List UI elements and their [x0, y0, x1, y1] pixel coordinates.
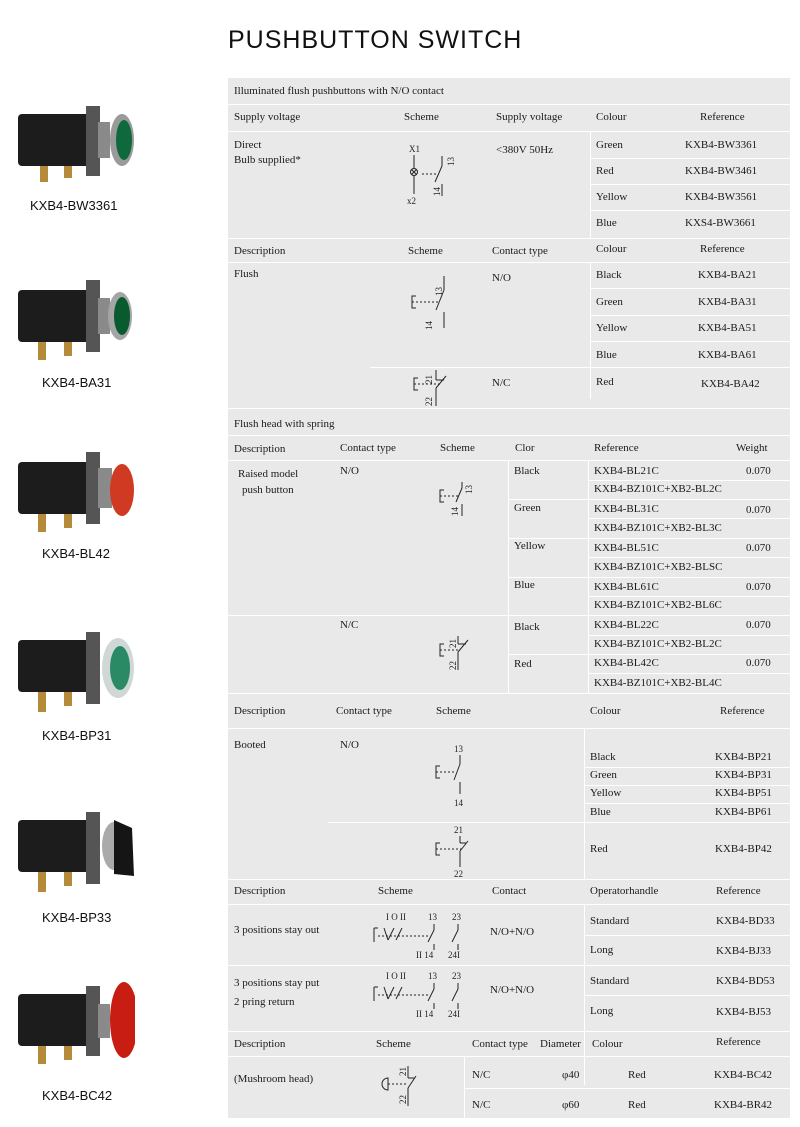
product-image-kxb4-bw3361	[10, 92, 135, 192]
colour-cell: Black	[514, 621, 540, 633]
col-header-contact-type: Contact type	[492, 245, 548, 257]
svg-text:13: 13	[428, 971, 437, 981]
reference-cell: KXB4-BA51	[698, 322, 757, 334]
scheme-selector-switch	[372, 910, 482, 960]
section-title: Illuminated flush pushbuttons with N/O contact	[234, 85, 444, 97]
col-header-contact-type: Contact type	[472, 1038, 528, 1050]
col-header-description: Description	[234, 705, 286, 717]
reference-cell: KXB4-BP31	[715, 769, 772, 781]
operator-cell: Standard	[590, 975, 630, 987]
col-header-operator-handle: Operatorhandle	[590, 885, 659, 897]
col-header-description: Description	[234, 1038, 286, 1050]
reference-cell: KXB4-BJ33	[716, 945, 772, 957]
colour-cell: Black	[514, 465, 540, 477]
product-caption: KXB4-BP33	[42, 910, 112, 925]
button-head-red	[110, 464, 134, 516]
svg-text:23: 23	[452, 971, 461, 981]
reference-cell: KXB4-BZ101C+XB2-BL6C	[594, 599, 722, 611]
svg-text:23: 23	[452, 912, 461, 922]
desc-line: Direct	[234, 139, 262, 151]
product-caption: KXB4-BA31	[42, 375, 112, 390]
svg-text:II 14: II 14	[416, 950, 434, 960]
col-header-scheme: Scheme	[404, 111, 439, 123]
colour-cell: Yellow	[596, 191, 628, 203]
scheme-illuminated-no	[406, 142, 466, 208]
product-image-kxb4-bp31	[10, 622, 135, 722]
svg-text:14: 14	[424, 321, 434, 330]
svg-text:14: 14	[450, 507, 460, 516]
reference-cell: KXB4-BD53	[716, 975, 775, 987]
contact-type-cell: N/C	[472, 1099, 491, 1111]
col-header-reference: Reference	[700, 111, 745, 123]
colour-cell: Red	[514, 658, 532, 670]
reference-cell: KXB4-BD33	[716, 915, 775, 927]
description-line: 2 pring return	[234, 996, 295, 1008]
button-head-green	[116, 120, 132, 160]
reference-cell: KXB4-BZ101C+XB2-BL2C	[594, 638, 722, 650]
reference-cell: KXB4-BL42C	[594, 657, 659, 669]
colour-cell: Green	[590, 769, 617, 781]
product-image-kxb4-bl42	[10, 440, 135, 540]
svg-text:22: 22	[398, 1095, 408, 1104]
col-header-reference: Reference	[594, 442, 639, 454]
colour-cell: Blue	[514, 579, 535, 591]
product-image-kxb4-ba31	[10, 268, 135, 368]
col-header-reference: Reference	[716, 885, 761, 897]
colour-cell: Blue	[596, 217, 617, 229]
reference-cell: KXB4-BZ101C+XB2-BLSC	[594, 561, 723, 573]
description-cell: Booted	[234, 739, 266, 751]
svg-text:21: 21	[398, 1067, 408, 1076]
switch-body	[18, 106, 110, 182]
description-cell: 3 positions stay out	[234, 924, 320, 936]
svg-text:13: 13	[428, 912, 437, 922]
contact-type-cell: N/O	[340, 739, 359, 751]
reference-cell: KXB4-BZ101C+XB2-BL2C	[594, 483, 722, 495]
reference-cell: KXB4-BP42	[715, 843, 772, 855]
col-header-scheme: Scheme	[440, 442, 475, 454]
reference-cell: KXB4-BJ53	[716, 1006, 772, 1018]
reference-cell: KXB4-BP21	[715, 751, 772, 763]
svg-text:24I: 24I	[448, 950, 460, 960]
svg-text:22: 22	[424, 397, 434, 406]
svg-text:13: 13	[464, 485, 474, 494]
product-image-kxb4-bp33	[10, 800, 135, 900]
colour-cell: Red	[628, 1099, 646, 1111]
svg-text:13: 13	[446, 157, 456, 166]
weight-cell: 0.070	[746, 542, 771, 554]
reference-cell: KXB4-BL22C	[594, 619, 659, 631]
svg-text:22: 22	[448, 661, 458, 670]
col-header-weight: Weight	[736, 442, 768, 454]
svg-text:21: 21	[424, 375, 434, 384]
reference-cell: KXB4-BA42	[701, 378, 760, 390]
svg-text:21: 21	[454, 825, 463, 835]
reference-cell: KXB4-BW3561	[685, 191, 758, 203]
col-header-colour: Colour	[590, 705, 621, 717]
colour-cell: Green	[596, 296, 623, 308]
weight-cell: 0.070	[746, 465, 771, 477]
product-caption: KXB4-BW3361	[30, 198, 118, 213]
col-header-supply-voltage: Supply voltage	[496, 111, 563, 123]
reference-cell: KXB4-BA61	[698, 349, 757, 361]
description-line: push button	[242, 484, 294, 496]
colour-cell: Black	[590, 751, 616, 763]
reference-cell: KXB4-BW3461	[685, 165, 758, 177]
svg-text:13: 13	[434, 287, 444, 296]
col-header-reference: Reference	[720, 705, 765, 717]
svg-text:21: 21	[448, 639, 458, 648]
col-header-scheme: Scheme	[408, 245, 443, 257]
reference-cell: KXB4-BP61	[715, 806, 772, 818]
scheme-selector-switch	[372, 969, 482, 1019]
weight-cell: 0.070	[746, 619, 771, 631]
reference-cell: KXB4-BC42	[714, 1069, 773, 1081]
reference-cell: KXB4-BL31C	[594, 503, 659, 515]
col-header-supply: Supply voltage	[234, 111, 301, 123]
description-line: Raised model	[238, 468, 299, 480]
reference-cell: KXB4-BL51C	[594, 542, 659, 554]
scheme-nc-contact	[438, 634, 478, 674]
desc-line: Bulb supplied*	[234, 154, 301, 166]
reference-cell: KXB4-BZ101C+XB2-BL3C	[594, 522, 722, 534]
scheme-nc-contact	[434, 823, 484, 879]
contact-type-cell: N/C	[472, 1069, 491, 1081]
reference-cell: KXB4-BA31	[698, 296, 757, 308]
selector-handle	[114, 820, 134, 876]
svg-text:13: 13	[454, 744, 463, 754]
weight-cell: 0.070	[746, 657, 771, 669]
scheme-mushroom-nc	[378, 1062, 428, 1110]
col-header-contact: Contact	[492, 885, 527, 897]
mushroom-head-red	[110, 982, 135, 1058]
colour-cell: Green	[514, 502, 541, 514]
col-header-colour: Colour	[596, 111, 627, 123]
reference-cell: KXB4-BZ101C+XB2-BL4C	[594, 677, 722, 689]
svg-text:14: 14	[432, 187, 442, 196]
scheme-nc-contact	[412, 368, 472, 408]
svg-text:22: 22	[454, 869, 463, 879]
reference-cell: KXB4-BL21C	[594, 465, 659, 477]
svg-text:II 14: II 14	[416, 1009, 434, 1019]
product-caption: KXB4-BL42	[42, 546, 110, 561]
operator-cell: Long	[590, 1005, 614, 1017]
button-head-green	[110, 646, 130, 690]
contact-type-cell: N/C	[340, 619, 359, 631]
colour-cell: Yellow	[596, 322, 628, 334]
description-cell: Flush	[234, 268, 259, 280]
section-title: Flush head with spring	[234, 418, 335, 430]
product-caption: KXB4-BC42	[42, 1088, 113, 1103]
colour-cell: Blue	[596, 349, 617, 361]
svg-text:I O II: I O II	[386, 912, 406, 922]
col-header-description: Description	[234, 245, 286, 257]
weight-cell: 0.070	[746, 504, 771, 516]
supply-voltage-value: <380V 50Hz	[496, 144, 554, 156]
col-header-description: Description	[234, 443, 286, 455]
svg-text:x2: x2	[407, 196, 416, 206]
colour-cell: Red	[596, 376, 614, 388]
reference-cell: KXS4-BW3661	[685, 217, 756, 229]
page-title: PUSHBUTTON SWITCH	[228, 26, 523, 54]
operator-cell: Long	[590, 944, 614, 956]
reference-cell: KXB4-BA21	[698, 269, 757, 281]
colour-cell: Yellow	[514, 540, 546, 552]
colour-cell: Red	[590, 843, 608, 855]
col-header-scheme: Scheme	[378, 885, 413, 897]
product-image-kxb4-bc42	[10, 972, 135, 1072]
col-header-reference: Reference	[700, 243, 745, 255]
col-header-colour: Colour	[592, 1038, 623, 1050]
reference-cell: KXB4-BP51	[715, 787, 772, 799]
col-header-scheme: Scheme	[376, 1038, 411, 1050]
product-caption: KXB4-BP31	[42, 728, 112, 743]
reference-cell: KXB4-BL61C	[594, 581, 659, 593]
scheme-no-contact	[434, 742, 484, 808]
col-header-diameter: Diameter	[540, 1038, 581, 1050]
colour-cell: Blue	[590, 806, 611, 818]
svg-text:24I: 24I	[448, 1009, 460, 1019]
svg-text:14: 14	[454, 798, 463, 808]
col-header-contact-type: Contact type	[340, 442, 396, 454]
description-cell: (Mushroom head)	[234, 1073, 314, 1085]
reference-cell: KXB4-BR42	[714, 1099, 773, 1111]
operator-cell: Standard	[590, 915, 630, 927]
colour-cell: Red	[596, 165, 614, 177]
button-head-green	[114, 297, 130, 335]
diameter-cell: φ40	[562, 1069, 580, 1081]
col-header-colour: Clor	[515, 442, 535, 454]
svg-text:X1: X1	[409, 144, 420, 154]
description-line: 3 positions stay put	[234, 977, 320, 989]
col-header-colour: Colour	[596, 243, 627, 255]
contact-type-cell: N/C	[492, 377, 511, 389]
colour-cell: Red	[628, 1069, 646, 1081]
col-header-scheme: Scheme	[436, 705, 471, 717]
scheme-no-contact	[408, 274, 468, 340]
contact-type-cell: N/O	[492, 272, 511, 284]
colour-cell: Black	[596, 269, 622, 281]
colour-cell: Green	[596, 139, 623, 151]
contact-cell: N/O+N/O	[490, 984, 535, 996]
weight-cell: 0.070	[746, 581, 771, 593]
diameter-cell: φ60	[562, 1099, 580, 1111]
scheme-no-contact	[438, 480, 478, 520]
spec-table	[228, 78, 790, 1118]
reference-cell: KXB4-BW3361	[685, 139, 758, 151]
svg-text:I O II: I O II	[386, 971, 406, 981]
col-header-contact-type: Contact type	[336, 705, 392, 717]
contact-cell: N/O+N/O	[490, 926, 535, 938]
col-header-description: Description	[234, 885, 286, 897]
contact-type-cell: N/O	[340, 465, 359, 477]
col-header-reference: Reference	[716, 1036, 761, 1048]
colour-cell: Yellow	[590, 787, 622, 799]
